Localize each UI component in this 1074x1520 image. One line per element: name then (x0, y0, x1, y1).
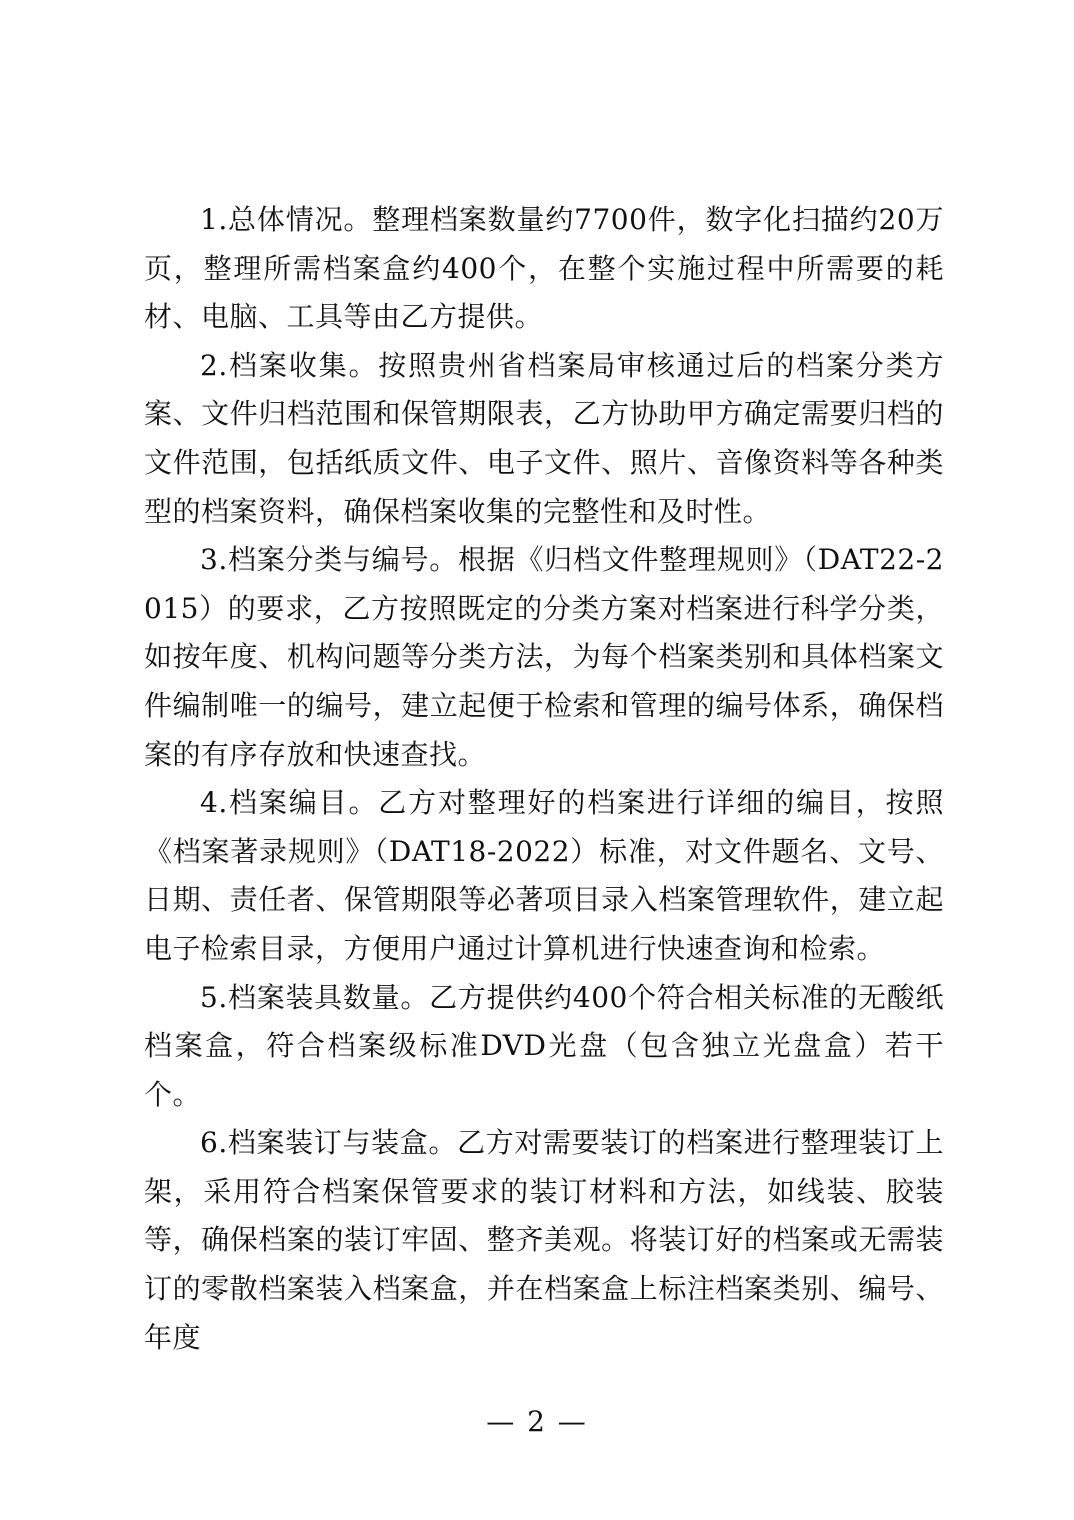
paragraph-overview: 1.总体情况。整理档案数量约7700件，数字化扫描约20万页，整理所需档案盒约400个，在整个实施过程中所需要的耗材、电脑、工具等由乙方提供。 (144, 203, 944, 334)
paragraph-cataloguing: 4.档案编目。乙方对整理好的档案进行详细的编目，按照《档案著录规则》（DAT18-2022）标准，对文件题名、文号、日期、责任者、保管期限等必著项目录入档案管理软件，建立起电子检索目录，方便用户通过计算机进行快速查询和检索。 (144, 786, 944, 965)
page-number: — 2 — (486, 1405, 588, 1438)
paragraph-collection: 2.档案收集。按照贵州省档案局审核通过后的档案分类方案、文件归档范围和保管期限表，乙方协助甲方确定需要归档的文件范围，包括纸质文件、电子文件、照片、音像资料等各种类型的档案资料，确保档案收集的完整性和及时性。 (144, 348, 944, 528)
paragraph-classification: 3.档案分类与编号。根据《归档文件整理规则》（DAT22-2015）的要求，乙方按照既定的分类方案对档案进行科学分类，如按年度、机构问题等分类方法，为每个档案类别和具体档案文件编制唯一的编号，建立起便于检索和管理的编号体系，确保档案的有序存放和快速查找。 (144, 543, 944, 771)
paragraph-binding: 6.档案装订与装盒。乙方对需要装订的档案进行整理装订上架，采用符合档案保管要求的装订材料和方法，如线装、胶装等，确保档案的装订牢固、整齐美观。将装订好的档案或无需装订的零散档案装入档案盒，并在档案盒上标注档案类别、编号、年度 (144, 1126, 944, 1354)
body-text (144, 196, 944, 1362)
paragraph-equipment: 5.档案装具数量。乙方提供约400个符合相关标准的无酸纸档案盒，符合档案级标准DVD光盘（包含独立光盘盒）若干个。 (144, 980, 944, 1111)
